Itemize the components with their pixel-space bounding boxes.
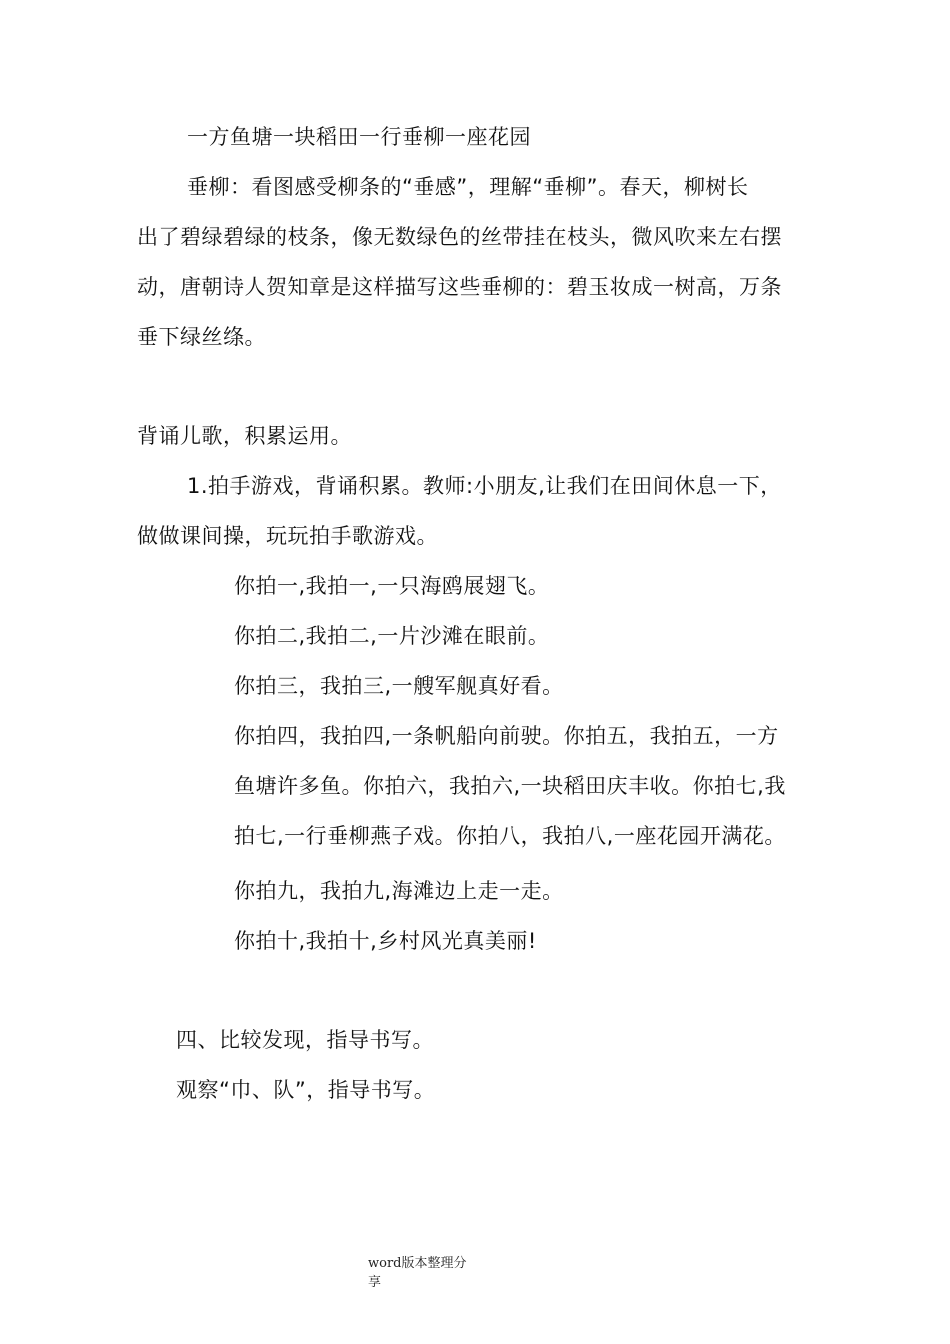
text-line: 出了碧绿碧绿的枝条，像无数绿色的丝带挂在枝头，微风吹来左右摆 [137,225,782,249]
rhyme-line: 你拍一,我拍一,一只海鸥展翅飞。 [234,574,550,598]
text-line: 垂下绿丝绦。 [137,325,266,349]
rhyme-line: 你拍九，我拍九,海滩边上走一走。 [234,879,564,903]
rhyme-line: 鱼塘许多鱼。你拍六，我拍六,一块稻田庆丰收。你拍七,我 [234,774,786,798]
rhyme-line: 拍七,一行垂柳燕子戏。你拍八，我拍八,一座花园开满花。 [234,824,786,848]
footer-text: 享 [368,1275,382,1290]
text-line: 做做课间操，玩玩拍手歌游戏。 [137,524,438,548]
text-line: 观察“巾、队”，指导书写。 [176,1078,436,1102]
rhyme-line: 你拍二,我拍二,一片沙滩在眼前。 [234,624,550,648]
rhyme-line: 你拍四，我拍四,一条帆船向前驶。你拍五，我拍五，一方 [234,724,779,748]
text-line: 1.拍手游戏，背诵积累。教师:小朋友,让我们在田间休息一下， [187,474,782,498]
text-line: 背诵儿歌，积累运用。 [137,424,352,448]
text-line: 垂柳：看图感受柳条的“垂感”，理解“垂柳”。春天，柳树长 [187,175,749,199]
footer-text: word版本整理分 [368,1256,467,1271]
text-line: 动，唐朝诗人贺知章是这样描写这些垂柳的：碧玉妆成一树高，万条 [137,275,782,299]
section-heading: 四、比较发现，指导书写。 [176,1028,434,1052]
text-line-heading: 一方鱼塘一块稻田一行垂柳一座花园 [187,125,531,149]
rhyme-line: 你拍三，我拍三,一艘军舰真好看。 [234,674,564,698]
rhyme-line: 你拍十,我拍十,乡村风光真美丽! [234,929,537,953]
